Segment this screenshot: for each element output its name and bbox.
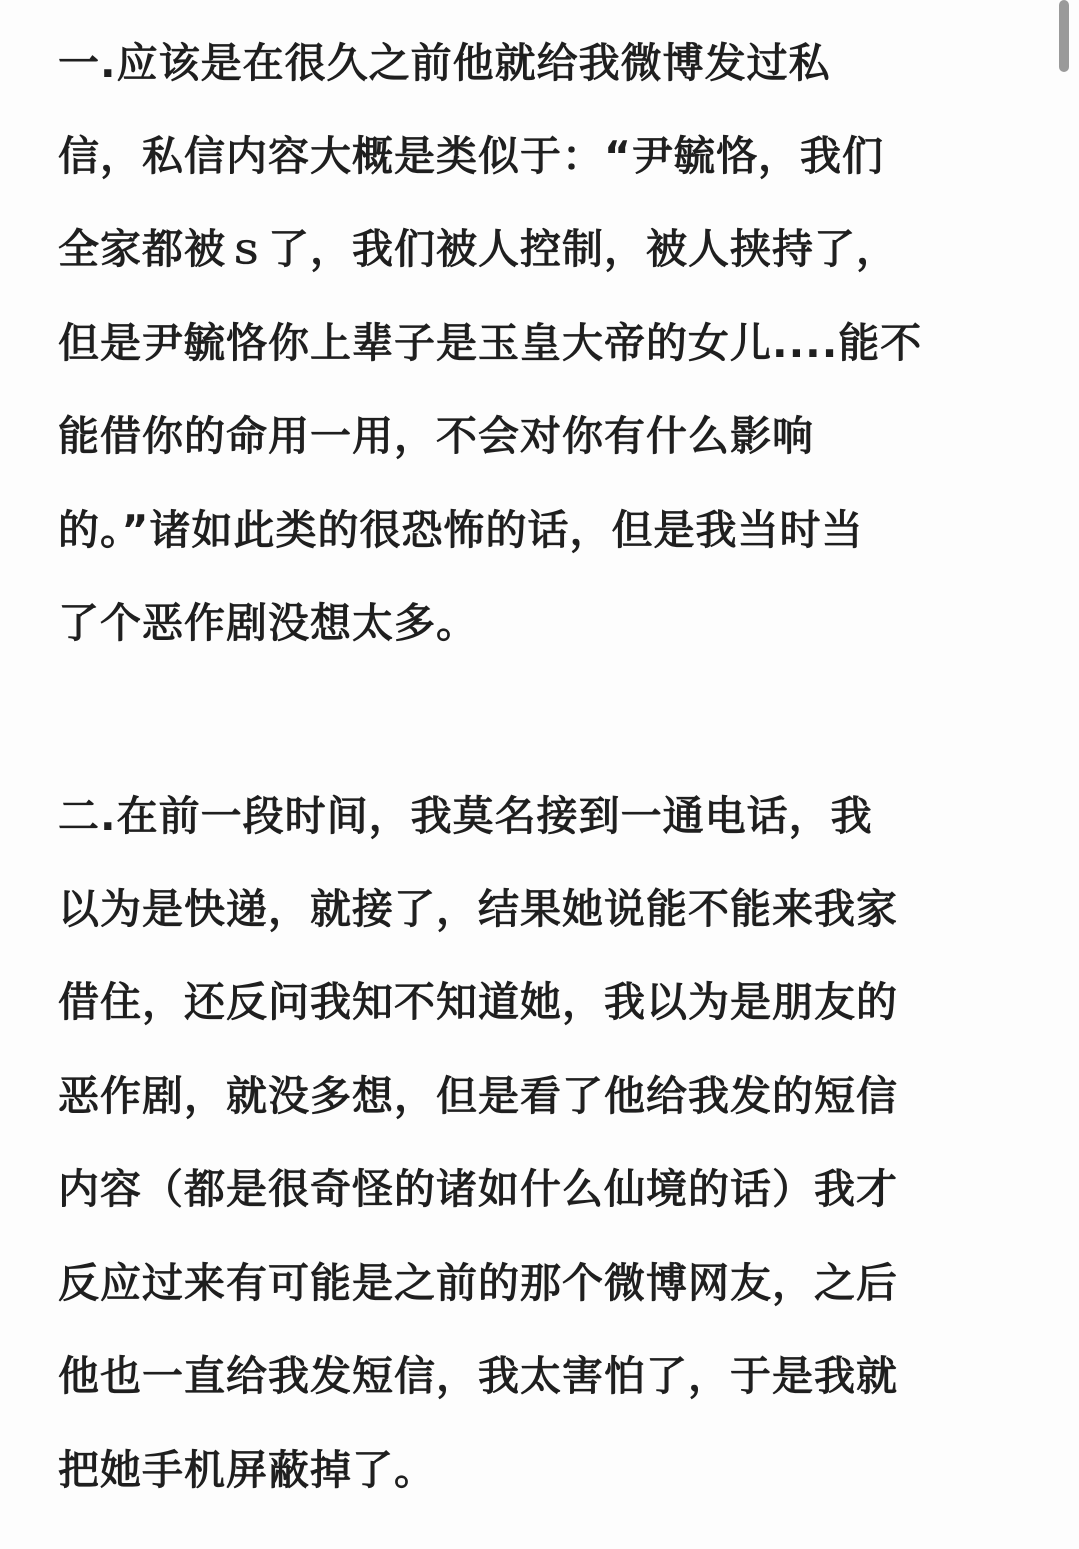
paragraph-line: 一.应该是在很久之前他就给我微博发过私	[58, 39, 831, 87]
scrollbar[interactable]	[1059, 0, 1069, 72]
paragraph-line: 把她手机屏蔽掉了。	[58, 1446, 436, 1494]
paragraph-line: 但是尹毓恪你上辈子是玉皇大帝的女儿....能不	[58, 319, 923, 367]
paragraph-line: 内容（都是很奇怪的诸如什么仙境的话）我才	[58, 1165, 898, 1213]
paragraph-line: 了个恶作剧没想太多。	[58, 599, 478, 647]
paragraph-line: 他也一直给我发短信，我太害怕了，于是我就	[58, 1352, 898, 1400]
paragraph-line: 反应过来有可能是之前的那个微博网友，之后	[58, 1259, 898, 1307]
paragraph-line: 借住，还反问我知不知道她，我以为是朋友的	[58, 978, 898, 1026]
paragraph-line: 以为是快递，就接了，结果她说能不能来我家	[58, 885, 898, 933]
paragraph-line: 信，私信内容大概是类似于：“尹毓恪，我们	[58, 132, 884, 180]
paragraph-line: 恶作剧，就没多想，但是看了他给我发的短信	[58, 1072, 898, 1120]
paragraph-line: 二.在前一段时间，我莫名接到一通电话，我	[58, 792, 873, 840]
paragraph-line: 全家都被ｓ了，我们被人控制，被人挟持了，	[58, 225, 898, 273]
paragraph-line: 的。”诸如此类的很恐怖的话，但是我当时当	[58, 506, 864, 554]
paragraph-line: 能借你的命用一用，不会对你有什么影响	[58, 412, 814, 460]
